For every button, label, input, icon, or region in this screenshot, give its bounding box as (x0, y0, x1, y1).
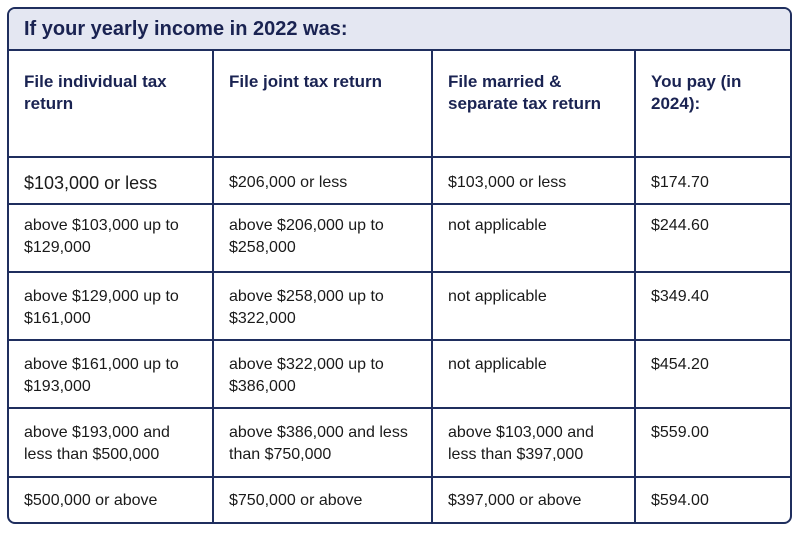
cell-you-pay: $174.70 (635, 157, 790, 204)
cell-joint: $750,000 or above (213, 477, 432, 523)
premium-table (7, 7, 792, 524)
cell-married-separate: $103,000 or less (432, 157, 635, 204)
cell-married-separate: not applicable (432, 340, 635, 408)
cell-individual: above $161,000 up to $193,000 (9, 340, 213, 408)
cell-married-separate: above $103,000 and less than $397,000 (432, 408, 635, 477)
header-individual: File individual tax return (9, 51, 213, 157)
table-row (9, 477, 790, 523)
cell-individual: above $103,000 up to $129,000 (9, 204, 213, 272)
cell-joint: above $322,000 up to $386,000 (213, 340, 432, 408)
header-row (9, 51, 790, 157)
cell-joint: above $258,000 up to $322,000 (213, 272, 432, 340)
table-row (9, 157, 790, 204)
cell-married-separate: not applicable (432, 272, 635, 340)
table-title: If your yearly income in 2022 was: (9, 9, 790, 51)
cell-you-pay: $244.60 (635, 204, 790, 272)
header-joint: File joint tax return (213, 51, 432, 157)
cell-married-separate: not applicable (432, 204, 635, 272)
cell-you-pay: $559.00 (635, 408, 790, 477)
cell-joint: above $386,000 and less than $750,000 (213, 408, 432, 477)
table-row (9, 408, 790, 477)
table-row (9, 204, 790, 272)
income-table (9, 51, 790, 523)
cell-individual: $103,000 or less (9, 157, 213, 204)
cell-individual: above $129,000 up to $161,000 (9, 272, 213, 340)
cell-married-separate: $397,000 or above (432, 477, 635, 523)
cell-you-pay: $594.00 (651, 492, 709, 509)
cell-individual: above $193,000 and less than $500,000 (9, 408, 213, 477)
cell-individual: $500,000 or above (9, 477, 213, 523)
cell-joint: $206,000 or less (213, 157, 432, 204)
table-row (9, 340, 790, 408)
cell-you-pay: $349.40 (635, 272, 790, 340)
header-you-pay: You pay (in 2024): (635, 51, 790, 157)
table-row (9, 272, 790, 340)
cell-you-pay: $454.20 (635, 340, 790, 408)
cell-joint: above $206,000 up to $258,000 (213, 204, 432, 272)
header-married-separate: File married & separate tax return (432, 51, 635, 157)
